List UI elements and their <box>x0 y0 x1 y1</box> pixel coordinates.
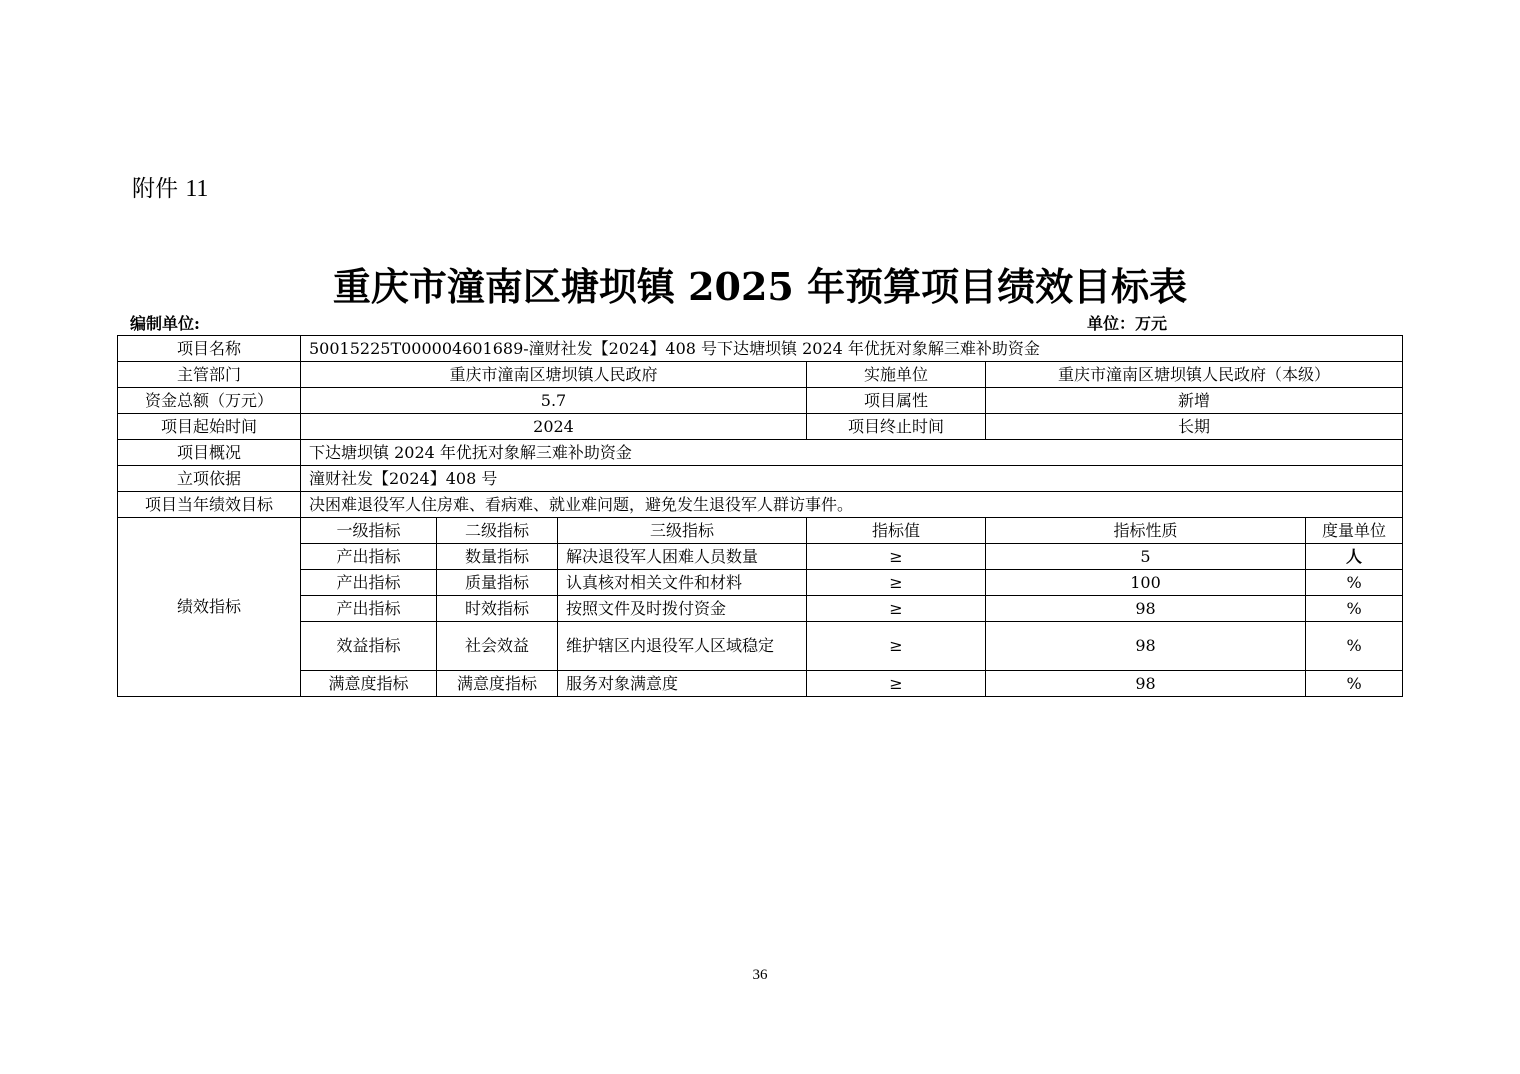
page-title: 重庆市潼南区塘坝镇 2025 年预算项目绩效目标表 <box>332 264 1188 309</box>
unit-label: 单位：万元 <box>1087 314 1168 333</box>
indicator-value: 100 <box>986 570 1306 596</box>
indicator-level2: 满意度指标 <box>437 671 558 697</box>
goal-label: 项目当年绩效目标 <box>118 492 301 518</box>
row-basis <box>118 466 1403 492</box>
indicator-value: 5 <box>986 544 1306 570</box>
indicator-level1: 产出指标 <box>301 570 437 596</box>
indicator-level2: 时效指标 <box>437 596 558 622</box>
row-goal <box>118 492 1403 518</box>
attachment-number: 11 <box>185 176 209 202</box>
indicator-operator: ≥ <box>807 671 986 697</box>
table-row <box>118 570 1403 596</box>
table-row <box>118 671 1403 697</box>
impl-value: 重庆市潼南区塘坝镇人民政府（本级） <box>986 362 1403 388</box>
row-project-name <box>118 336 1403 362</box>
row-funds <box>118 388 1403 414</box>
indicator-level3: 服务对象满意度 <box>558 671 807 697</box>
header-level2: 二级指标 <box>437 518 558 544</box>
table-row <box>118 622 1403 671</box>
indicator-unit: % <box>1306 622 1403 671</box>
indicator-level1: 产出指标 <box>301 596 437 622</box>
performance-table <box>117 335 1403 697</box>
dept-value: 重庆市潼南区塘坝镇人民政府 <box>301 362 807 388</box>
indicator-value: 98 <box>986 596 1306 622</box>
indicator-unit: 人 <box>1306 544 1403 570</box>
indicators-section-label: 绩效指标 <box>118 518 301 697</box>
row-period <box>118 414 1403 440</box>
indicator-level1: 效益指标 <box>301 622 437 671</box>
attachment-text: 附件 <box>132 176 178 202</box>
dept-label: 主管部门 <box>118 362 301 388</box>
header-level1: 一级指标 <box>301 518 437 544</box>
project-name-label: 项目名称 <box>118 336 301 362</box>
header-level3: 三级指标 <box>558 518 807 544</box>
header-indicator-nature: 指标性质 <box>986 518 1306 544</box>
indicator-operator: ≥ <box>807 544 986 570</box>
indicator-level2: 社会效益 <box>437 622 558 671</box>
basis-value: 潼财社发【2024】408 号 <box>301 466 1403 492</box>
indicator-unit: % <box>1306 570 1403 596</box>
indicator-level2: 质量指标 <box>437 570 558 596</box>
indicator-level1: 满意度指标 <box>301 671 437 697</box>
overview-label: 项目概况 <box>118 440 301 466</box>
impl-label: 实施单位 <box>807 362 986 388</box>
table-row <box>118 596 1403 622</box>
end-value: 长期 <box>986 414 1403 440</box>
indicator-operator: ≥ <box>807 596 986 622</box>
overview-value: 下达塘坝镇 2024 年优抚对象解三难补助资金 <box>301 440 1403 466</box>
end-label: 项目终止时间 <box>807 414 986 440</box>
row-overview <box>118 440 1403 466</box>
basis-label: 立项依据 <box>118 466 301 492</box>
attachment-label <box>132 170 208 203</box>
attr-value: 新增 <box>986 388 1403 414</box>
compiler-label: 编制单位: <box>130 314 200 333</box>
start-label: 项目起始时间 <box>118 414 301 440</box>
indicator-level3: 维护辖区内退役军人区域稳定 <box>558 622 807 671</box>
row-indicator-headers <box>118 518 1403 544</box>
funds-value: 5.7 <box>301 388 807 414</box>
indicator-operator: ≥ <box>807 570 986 596</box>
project-name-value: 50015225T000004601689-潼财社发【2024】408 号下达塘坝镇 2024 年优抚对象解三难补助资金 <box>301 336 1403 362</box>
header-indicator-value: 指标值 <box>807 518 986 544</box>
funds-label: 资金总额（万元） <box>118 388 301 414</box>
goal-value: 决困难退役军人住房难、看病难、就业难问题，避免发生退役军人群访事件。 <box>301 492 1403 518</box>
page-number: 36 <box>752 967 768 983</box>
table-row <box>118 544 1403 570</box>
indicator-unit: % <box>1306 596 1403 622</box>
indicator-level3: 认真核对相关文件和材料 <box>558 570 807 596</box>
indicator-level2: 数量指标 <box>437 544 558 570</box>
indicator-operator: ≥ <box>807 622 986 671</box>
attr-label: 项目属性 <box>807 388 986 414</box>
indicator-level3: 按照文件及时拨付资金 <box>558 596 807 622</box>
indicator-level1: 产出指标 <box>301 544 437 570</box>
indicator-level3: 解决退役军人困难人员数量 <box>558 544 807 570</box>
indicator-unit: % <box>1306 671 1403 697</box>
indicator-value: 98 <box>986 622 1306 671</box>
row-department <box>118 362 1403 388</box>
start-value: 2024 <box>301 414 807 440</box>
header-unit: 度量单位 <box>1306 518 1403 544</box>
indicator-value: 98 <box>986 671 1306 697</box>
